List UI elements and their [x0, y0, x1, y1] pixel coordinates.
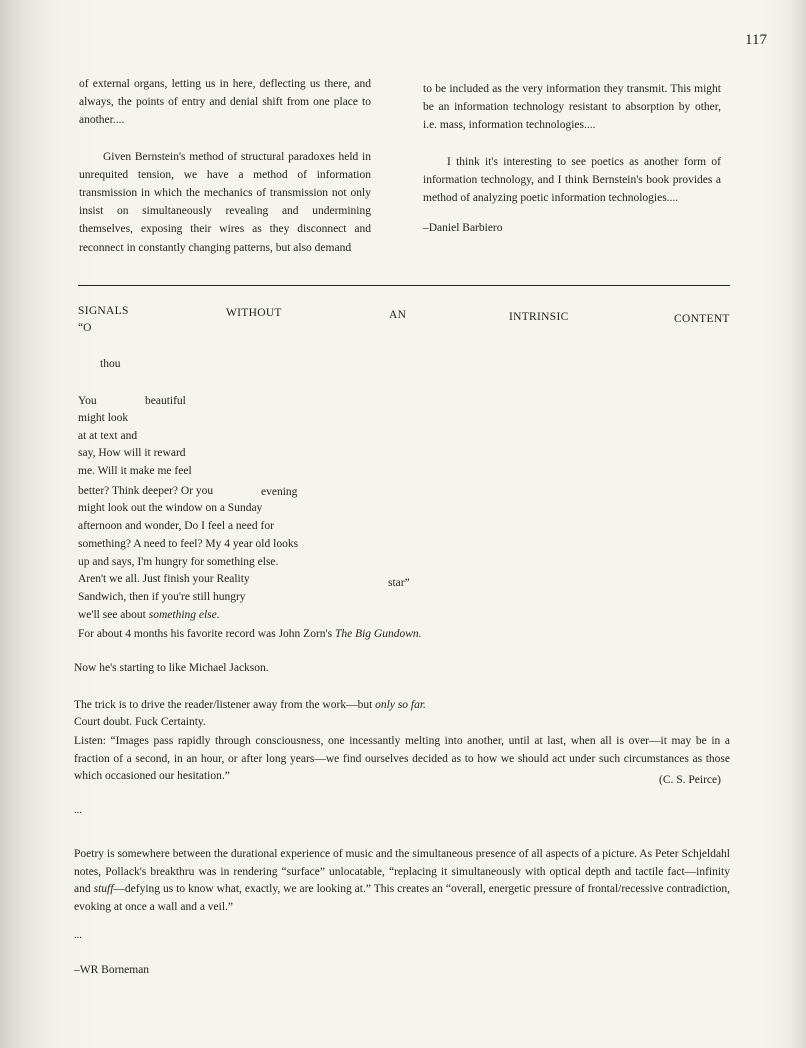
daniel-barbiero-signature: –Daniel Barbiero: [423, 222, 503, 235]
poem-line: at at text and: [78, 430, 138, 442]
michael-jackson-line: Now he's starting to like Michael Jackson.: [74, 662, 269, 674]
peirce-quote: Listen: “Images pass rapidly through consciousness, one incessantly melting into another, until at last, when all is over—it may be in a fraction of a second, in an hour, or after long years—we find ourselves decided as to how we should act under such circumstances as those which occasioned our hesitation.”: [74, 735, 730, 783]
poem-line: say, How will it reward: [78, 447, 186, 459]
poem-line-text: we'll see about: [78, 609, 149, 621]
poem-line: me. Will it make me feel: [78, 465, 192, 477]
poetry-italic: stuff: [93, 883, 114, 896]
trick-line: [74, 699, 426, 711]
title-word-intrinsic: INTRINSIC: [509, 311, 569, 323]
poem-line: Sandwich, then if you're still hungry: [78, 591, 246, 603]
left-paragraph-1: of external organs, letting us in here, deflecting us there, and always, the points of entry and denial shift from one place to another....: [79, 78, 371, 127]
poem-line: better? Think deeper? Or you: [78, 485, 214, 497]
poem-line: Aren't we all. Just finish your Reality: [78, 573, 250, 585]
poem-you: You: [78, 395, 97, 407]
trick-text: The trick is to drive the reader/listener away from the work—but: [74, 699, 376, 711]
poetry-text: Poetry is somewhere between the durational experience of music and the simultaneous presence of all aspects of a picture. As Peter Schjeldahl notes, Pollack's breakthru was in rendering “surface” unlocatable, “replacing it simultaneously with optical depth and tactile fact—infinity and: [74, 848, 730, 896]
title-word-without: WITHOUT: [226, 307, 282, 319]
poem-line: might look out the window on a Sunday: [78, 502, 263, 514]
wr-borneman-signature: –WR Borneman: [74, 964, 150, 976]
poem-line-zorn: [78, 628, 422, 640]
title-word-content: CONTENT: [674, 313, 730, 325]
ellipsis: ...: [74, 930, 82, 941]
ellipsis: ...: [74, 805, 82, 816]
poem-line-text: For about 4 months his favorite record was John Zorn's: [78, 628, 335, 640]
trick-italic: only so far.: [375, 699, 426, 711]
poetry-text-end: —defying us to know what, exactly, we are looking at.” This creates an “overall, energetic pressure of frontal/recessive contradiction, evoking at once a wall and a veil.”: [74, 883, 731, 913]
title-word-signals: SIGNALS: [78, 305, 129, 317]
right-paragraph-1: to be included as the very information they transmit. This might be an information technology resistant to absorption by other, i.e. mass, information technologies....: [423, 83, 721, 132]
right-paragraph-2: I think it's interesting to see poetics as another form of information technology, and I think Bernstein's book provides a method of analyzing poetic information technologies....: [423, 155, 721, 205]
poem-line: up and says, I'm hungry for something else.: [78, 556, 279, 568]
poem-line: something? A need to feel? My 4 year old looks: [78, 538, 299, 550]
poem-line: might look: [78, 412, 129, 424]
right-column: [423, 80, 721, 237]
poem-line-italic: something else.: [148, 609, 220, 621]
left-paragraph-2: Given Bernstein's method of structural paradoxes held in unrequited tension, we have a method of information transmission in which the mechanics of transmission not only insist on simultaneously revealing and undermining themselves, exposing their wires as they disconnect and reconnect in constantly changing patterns, but also demand: [79, 150, 371, 254]
poem-line-something-else: [78, 609, 220, 621]
album-title: The Big Gundown.: [334, 628, 422, 640]
left-column: [79, 75, 371, 257]
peirce-attribution: (C. S. Peirce): [659, 774, 721, 786]
poetry-paragraph: [74, 846, 730, 916]
poem-beautiful: beautiful: [145, 395, 186, 407]
title-word-an: AN: [389, 309, 407, 321]
poem-thou: thou: [100, 358, 121, 370]
section-divider: [78, 285, 730, 286]
poem-evening: evening: [261, 486, 298, 498]
poem-o: “O: [78, 322, 92, 334]
poem-star: star”: [388, 577, 410, 589]
poem-line: afternoon and wonder, Do I feel a need for: [78, 520, 274, 532]
page-number: 117: [745, 32, 767, 48]
court-doubt-line: Court doubt. Fuck Certainty.: [74, 716, 206, 728]
